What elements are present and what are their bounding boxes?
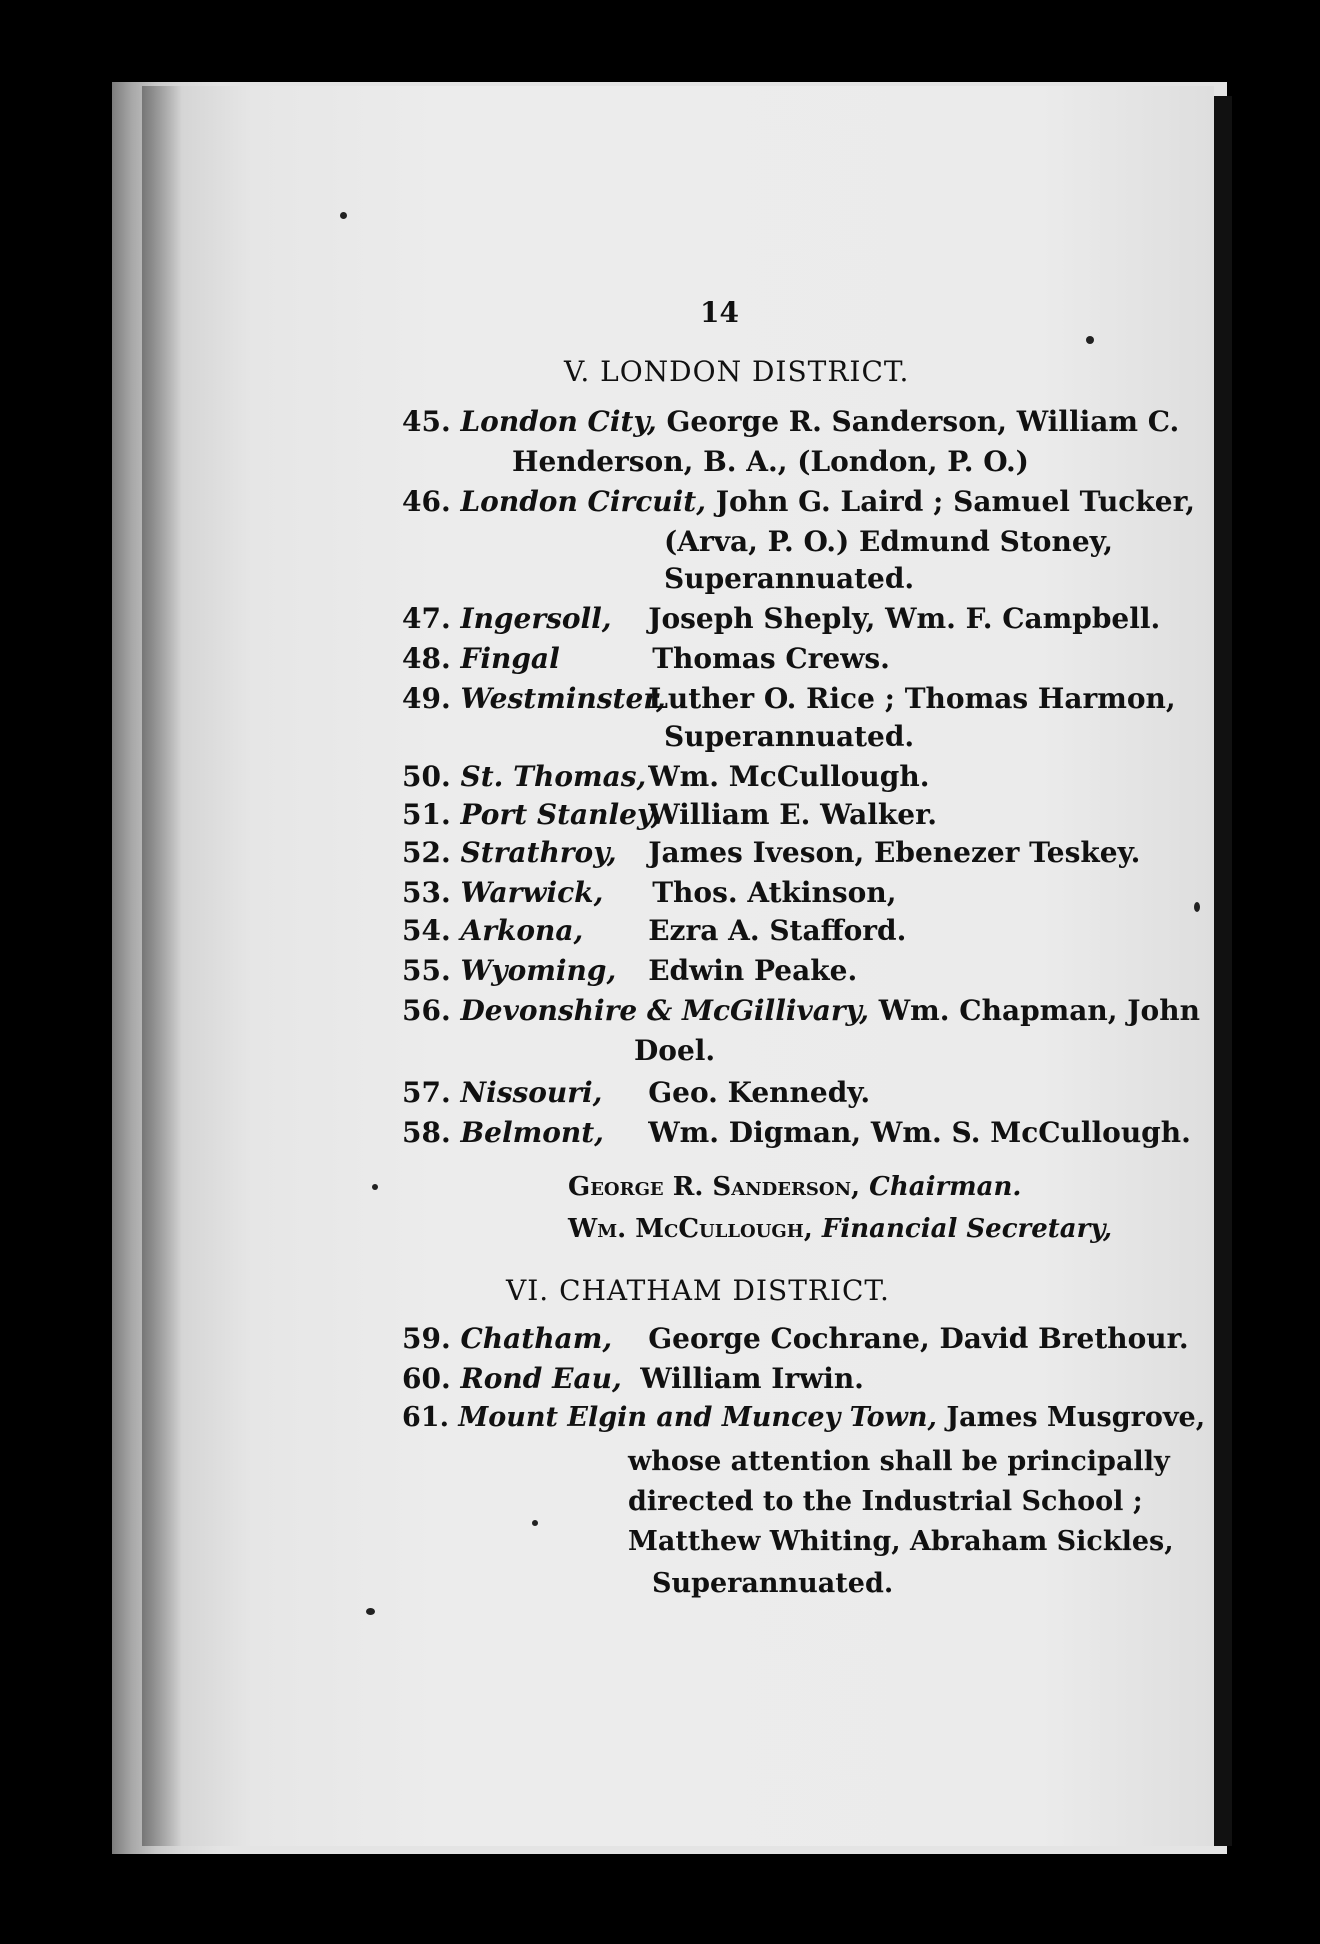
- scan-speck: [372, 1184, 378, 1190]
- circuit-name: Wyoming,: [460, 954, 617, 987]
- entry-number: 47.: [402, 602, 451, 635]
- entry-46: [402, 485, 1195, 518]
- entry-text: Joseph Sheply, Wm. F. Campbell.: [648, 602, 1161, 635]
- entry-text: Geo. Kennedy.: [648, 1076, 871, 1109]
- entry-text: George Cochrane, David Brethour.: [648, 1322, 1189, 1355]
- entry-text: William Irwin.: [640, 1362, 864, 1395]
- entry-number: 51.: [402, 798, 451, 831]
- entry-number: 61.: [402, 1402, 449, 1433]
- binding-shadow: [142, 86, 182, 1846]
- entry-49-continuation: Superannuated.: [664, 720, 915, 753]
- entry-number: 59.: [402, 1322, 451, 1355]
- circuit-name: London City,: [460, 405, 657, 438]
- circuit-name: Ingersoll,: [460, 602, 612, 635]
- circuit-name: St. Thomas,: [460, 760, 647, 793]
- circuit-name: London Circuit,: [460, 485, 706, 518]
- entry-text: Thos. Atkinson,: [652, 876, 897, 909]
- entry-53: [402, 876, 896, 909]
- circuit-name: Chatham,: [460, 1322, 613, 1355]
- entry-61-continuation-4: Superannuated.: [652, 1568, 894, 1599]
- london-district-heading: V. LONDON DISTRICT.: [564, 355, 910, 388]
- entry-50: [402, 760, 929, 793]
- entry-text: James Iveson, Ebenezer Teskey.: [648, 836, 1141, 869]
- entry-text: Wm. Digman, Wm. S. McCullough.: [648, 1116, 1191, 1149]
- circuit-name: Nissouri,: [460, 1076, 603, 1109]
- entry-58: [402, 1116, 1191, 1149]
- entry-52: [402, 836, 1140, 869]
- entry-text: Wm. McCullough.: [648, 760, 930, 793]
- entry-text: Luther O. Rice ; Thomas Harmon,: [648, 682, 1176, 715]
- entry-number: 54.: [402, 914, 451, 947]
- page-number: 14: [700, 296, 739, 329]
- entry-61-continuation-3: Matthew Whiting, Abraham Sickles,: [628, 1526, 1174, 1557]
- circuit-name: Westminster,: [460, 682, 666, 715]
- entry-number: 53.: [402, 876, 451, 909]
- circuit-name: Fingal: [460, 642, 560, 675]
- entry-number: 58.: [402, 1116, 451, 1149]
- entry-60: [402, 1362, 864, 1395]
- entry-46-continuation-1: (Arva, P. O.) Edmund Stoney,: [664, 525, 1113, 558]
- entry-number: 57.: [402, 1076, 451, 1109]
- circuit-name: Devonshire & McGillivary,: [460, 994, 869, 1027]
- secretary-title: Financial Secretary,: [821, 1214, 1113, 1244]
- entry-61: [402, 1402, 1205, 1433]
- entry-number: 55.: [402, 954, 451, 987]
- circuit-name: Warwick,: [460, 876, 604, 909]
- circuit-name: Arkona,: [460, 914, 584, 947]
- entry-text: Edwin Peake.: [648, 954, 858, 987]
- secretary-signature: [568, 1214, 1112, 1244]
- entry-number: 46.: [402, 485, 451, 518]
- page-edge: [1214, 96, 1232, 1846]
- entry-number: 48.: [402, 642, 451, 675]
- chairman-signature: [568, 1172, 1022, 1202]
- entry-61-continuation-1: whose attention shall be principally: [628, 1446, 1170, 1477]
- secretary-name: Wm. McCullough,: [568, 1214, 813, 1244]
- entry-55: [402, 954, 857, 987]
- entry-text: John G. Laird ; Samuel Tucker,: [715, 485, 1196, 518]
- entry-56: [402, 994, 1200, 1027]
- entry-number: 45.: [402, 405, 451, 438]
- entry-59: [402, 1322, 1189, 1355]
- circuit-name: Belmont,: [460, 1116, 604, 1149]
- entry-text: James Musgrove,: [946, 1402, 1206, 1433]
- scan-speck: [532, 1520, 538, 1526]
- entry-46-continuation-2: Superannuated.: [664, 562, 915, 595]
- entry-number: 60.: [402, 1362, 451, 1395]
- entry-51: [402, 798, 937, 831]
- scan-speck: [340, 212, 347, 219]
- entry-text: Ezra A. Stafford.: [648, 914, 907, 947]
- entry-text: William E. Walker.: [648, 798, 938, 831]
- scan-speck: [1194, 902, 1200, 912]
- chairman-name: George R. Sanderson,: [568, 1172, 861, 1202]
- entry-number: 50.: [402, 760, 451, 793]
- circuit-name: Strathroy,: [460, 836, 617, 869]
- entry-45-continuation: Henderson, B. A., (London, P. O.): [512, 445, 1029, 478]
- entry-text: Thomas Crews.: [652, 642, 890, 675]
- entry-57: [402, 1076, 870, 1109]
- entry-48: [402, 642, 890, 675]
- circuit-name: Port Stanley,: [460, 798, 661, 831]
- chatham-district-heading: VI. CHATHAM DISTRICT.: [506, 1274, 890, 1307]
- entry-number: 52.: [402, 836, 451, 869]
- entry-56-continuation: Doel.: [634, 1034, 716, 1067]
- scan-speck: [1086, 336, 1094, 344]
- entry-45: [402, 405, 1179, 438]
- circuit-name: Mount Elgin and Muncey Town,: [458, 1402, 937, 1433]
- scan-speck: [366, 1608, 375, 1615]
- circuit-name: Rond Eau,: [460, 1362, 622, 1395]
- chairman-title: Chairman.: [869, 1172, 1022, 1202]
- entry-text: George R. Sanderson, William C.: [666, 405, 1180, 438]
- entry-49: [402, 682, 1176, 715]
- entry-54: [402, 914, 906, 947]
- entry-number: 56.: [402, 994, 451, 1027]
- entry-61-continuation-2: directed to the Industrial School ;: [628, 1486, 1143, 1517]
- entry-text: Wm. Chapman, John: [878, 994, 1200, 1027]
- entry-47: [402, 602, 1160, 635]
- entry-number: 49.: [402, 682, 451, 715]
